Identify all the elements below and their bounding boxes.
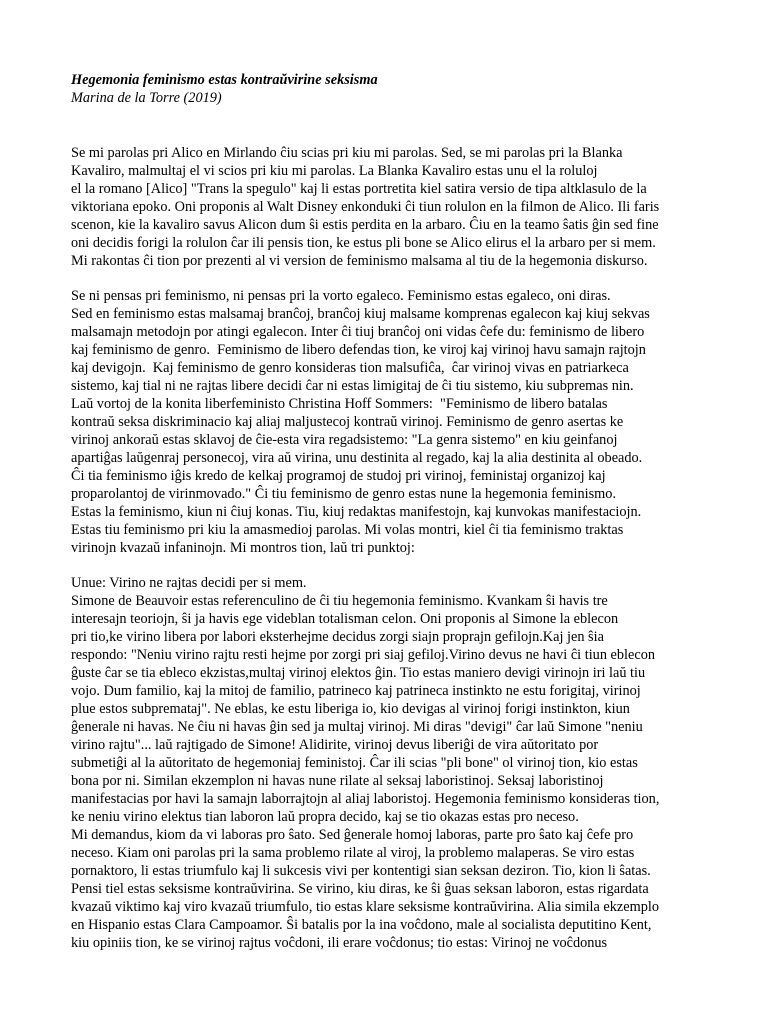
text-line: ke neniu virino elektus tian laboron laŭ propra decido, kaj se tio okazas estas pro neceso. — [71, 809, 579, 825]
text-line: bona por ni. Similan ekzemplon ni havas nune rilate al seksaj laboristinoj. Seksaj laboristinoj — [71, 773, 604, 789]
text-line: el la romano [Alico] "Trans la spegulo" kaj li estas portretita kiel satira versio de tipa altklasulo de la — [71, 181, 647, 197]
text-line: Mi rakontas ĉi tion por prezenti al vi version de feminismo malsama al tiu de la hegemonia diskurso. — [71, 253, 648, 269]
text-line: proparolantoj de virinmovado." Ĉi tiu feminismo de genro estas nune la hegemonia feminismo. — [71, 486, 617, 502]
text-line: apartiĝas laŭgenraj personecoj, vira aŭ virina, unu destinita al regado, kaj la alia destinita al obeado. — [71, 450, 643, 466]
text-line: respondo: "Neniu virino rajtu resti hejme por zorgi pri siaj gefiloj.Virino devus ne havi ĉi tiun eblecon — [71, 647, 655, 663]
text-line: Mi demandus, kiom da vi laboras pro ŝato. Sed ĝenerale homoj laboras, parte pro ŝato kaj ĉefe pro — [71, 827, 634, 843]
text-line: sistemo, kaj tial ni ne rajtas libere decidi ĉar ni estas limigitaj de ĉi tiu sistemo, kiu subpremas nin. — [71, 378, 634, 394]
text-line: pri tio,ke virino libera por labori eksterhejme decidus zorgi siajn proprajn gefilojn.Kaj jen ŝia — [71, 629, 604, 645]
text-line: kvazaŭ viktimo kaj viro kvazaŭ triumfulo, tio estas klare seksisme kontraŭvirina. Alia simila ekzemplo — [71, 899, 660, 915]
document-author: Marina de la Torre (2019) — [71, 90, 222, 106]
text-line: neceso. Kiam oni parolas pri la sama problemo rilate al viroj, la problemo malaperas. Se viro estas — [71, 845, 635, 861]
text-line: Ĉi tia feminismo iĝis kredo de kelkaj programoj de studoj pri virinoj, feministaj organizoj kaj — [71, 468, 606, 484]
text-line: submetiĝi al la aŭtoritato de hegemoniaj feministoj. Ĉar ili scias "pli bone" ol virinoj tion, kio estas — [71, 755, 638, 771]
text-line: Sed en feminismo estas malsamaj branĉoj, branĉoj kiuj malsame komprenas egalecon kaj kiuj sekvas — [71, 306, 650, 322]
section-heading: Unue: Virino ne rajtas decidi per si mem. — [71, 575, 307, 591]
text-line: interesajn teoriojn, ŝi ja havis ege videblan totalisman celon. Oni proponis al Simone la eblecon — [71, 611, 619, 627]
text-line: Pensi tiel estas seksisme kontraŭvirina. Se virino, kiu diras, ke ŝi ĝuas seksan laboron, estas rigardata — [71, 881, 649, 897]
text-line: Simone de Beauvoir estas referenculino de ĉi tiu hegemonia feminismo. Kvankam ŝi havis tre — [71, 593, 608, 609]
text-line: Kavaliro, malmultaj el vi scios pri kiu mi parolas. La Blanka Kavaliro estas unu el la roluloj — [71, 163, 598, 179]
text-line: pornaktoro, li estas triumfulo kaj li sukcesis vivi per kontentigi sian seksan deziron. Tio, kion li ŝatas. — [71, 863, 651, 879]
text-line: virinoj ankoraŭ estas sklavoj de ĉie-esta vira regadsistemo: "La genra sistemo" en kiu geinfanoj — [71, 432, 618, 448]
text-line: virinojn kvazaŭ infaninojn. Mi montros tion, laŭ tri punktoj: — [71, 540, 415, 556]
text-line: Estas la feminismo, kiun ni ĉiuj konas. Tiu, kiuj redaktas manifestojn, kaj kunvokas manifestaciojn. — [71, 504, 642, 520]
document-title: Hegemonia feminismo estas kontraŭvirine seksisma — [71, 72, 378, 88]
text-line: vojo. Dum familio, kaj la mitoj de familio, patrineco kaj patrineca instinkto ne estu forigitaj, virinoj — [71, 683, 641, 699]
text-line: Se mi parolas pri Alico en Mirlando ĉiu scias pri kiu mi parolas. Sed, se mi parolas pri la Blanka — [71, 145, 623, 161]
text-line: malsamajn metodojn por atingi egalecon. Inter ĉi tiuj branĉoj oni vidas ĉefe du: feminismo de libero — [71, 324, 645, 340]
text-line: kontraŭ seksa diskriminacio kaj aliaj maljustecoj kontraŭ virinoj. Feminismo de genro asertas ke — [71, 414, 624, 430]
text-line: kaj feminismo de genro. Feminismo de libero defendas tion, ke viroj kaj virinoj havu samajn rajtojn — [71, 342, 646, 358]
text-line: manifestacias por havi la samajn laborrajtojn al aliaj laboristoj. Hegemonia feminismo konsideras tion, — [71, 791, 660, 807]
text-line: Estas tiu feminismo pri kiu la amasmedioj parolas. Mi volas montri, kiel ĉi tia feminismo traktas — [71, 522, 624, 538]
text-line: oni decidis forigi la rolulon ĉar ili pensis tion, ke estus pli bone se Alico elirus el la arbaro per si mem. — [71, 235, 656, 251]
text-line: en Hispanio estas Clara Campoamor. Ŝi batalis por la ina voĉdono, male al socialista deputitino Kent, — [71, 917, 652, 933]
text-line: Se ni pensas pri feminismo, ni pensas pri la vorto egaleco. Feminismo estas egaleco, oni diras. — [71, 288, 611, 304]
text-line: viktoriana epoko. Oni proponis al Walt Disney enkonduki ĉi tiun rolulon en la filmon de Alico. Ili faris — [71, 199, 660, 215]
text-line: virino rajtu"... laŭ rajtigado de Simone! Alidirite, virinoj devus liberiĝi de vira aŭtoritato por — [71, 737, 599, 753]
text-line: kiu opiniis tion, ke se virinoj rajtus voĉdoni, ili erare voĉdonus; tio estas: Virinoj ne voĉdonus — [71, 935, 608, 951]
text-line: scenon, kie la kavaliro savus Alicon dum ŝi estis perdita en la arbaro. Ĉiu en la teamo ŝatis ĝin sed fine — [71, 217, 659, 233]
text-line: plue estos subpremataj". Ne eblas, ke estu liberiga io, kio devigas al virinoj forigi instinkton, kiun — [71, 701, 630, 717]
text-line: ĝenerale ni havas. Ne ĉiu ni havas ĝin sed ja multaj virinoj. Mi diras "devigi" ĉar laŭ Simone "neniu — [71, 719, 643, 735]
text-line: Laŭ vortoj de la konita liberfeministo Christina Hoff Sommers: "Feminismo de libero batalas — [71, 396, 608, 412]
text-line: kaj devigojn. Kaj feminismo de genro konsideras tion malsufiĉa, ĉar virinoj vivas en patriarkeca — [71, 360, 629, 376]
text-line: ĝuste ĉar se tia ebleco ekzistas,multaj virinoj elektos ĝin. Tio estas maniero devigi virinojn iri laŭ tiu — [71, 665, 646, 681]
